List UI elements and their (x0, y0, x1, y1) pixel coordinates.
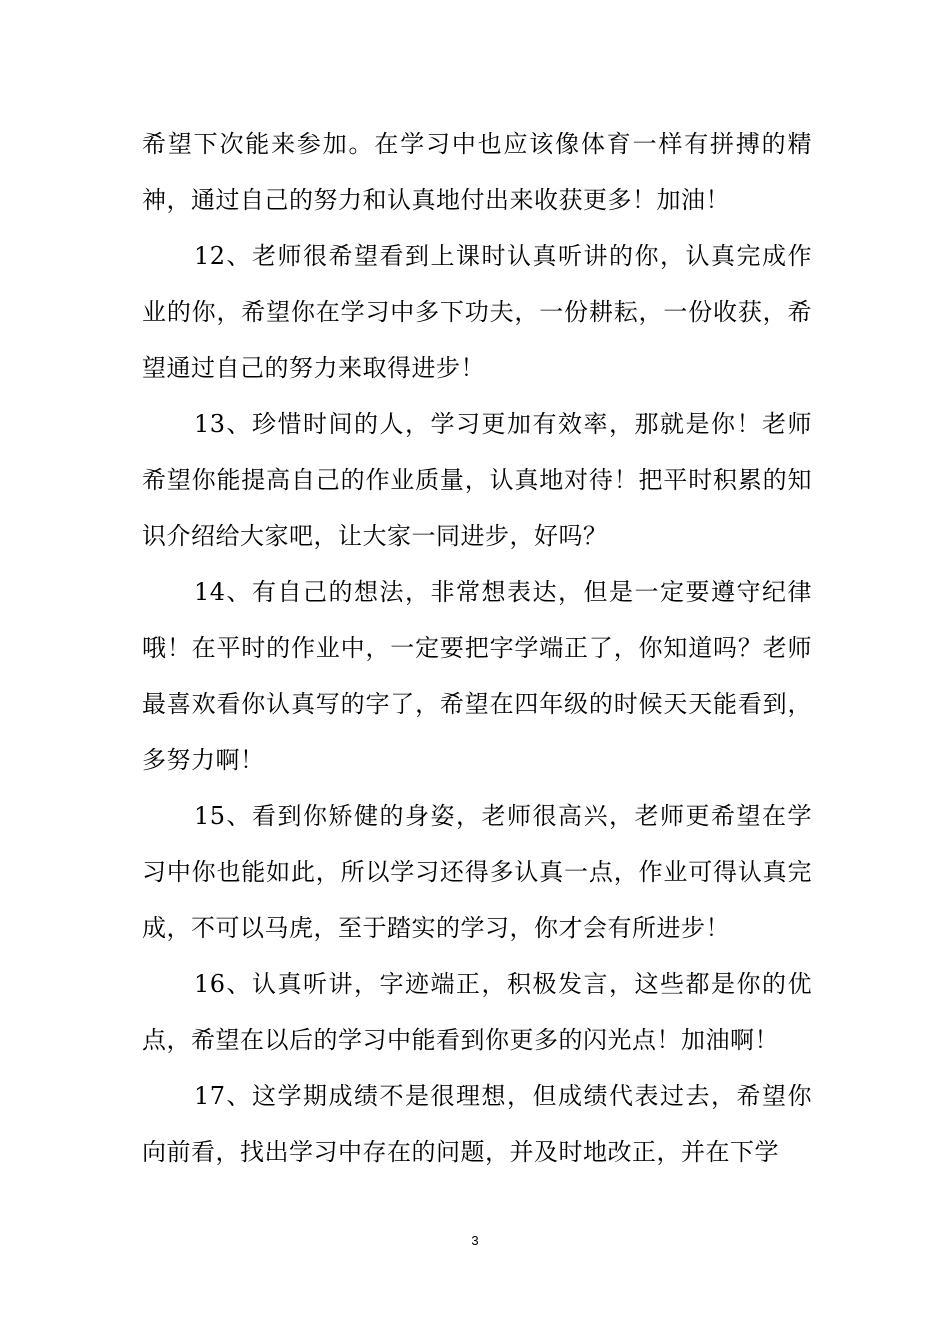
paragraph-continuation: 希望下次能来参加。在学习中也应该像体育一样有拼搏的精神，通过自己的努力和认真地付出来收获更多！加油！ (142, 130, 812, 214)
paragraph-item-12: 12、老师很希望看到上课时认真听讲的你，认真完成作业的你，希望你在学习中多下功夫，一份耕耘，一份收获，希望通过自己的努力来取得进步！ (142, 242, 812, 382)
paragraph-item-17: 17、这学期成绩不是很理想，但成绩代表过去，希望你向前看，找出学习中存在的问题，并及时地改正，并在下学 (142, 1082, 812, 1166)
document-body (142, 116, 812, 1180)
paragraph-item-14: 14、有自己的想法，非常想表达，但是一定要遵守纪律哦！在平时的作业中，一定要把字学端正了，你知道吗？老师最喜欢看你认真写的字了，希望在四年级的时候天天能看到，多努力啊！ (142, 578, 812, 774)
paragraph-item-13: 13、珍惜时间的人，学习更加有效率，那就是你！老师希望你能提高自己的作业质量，认真地对待！把平时积累的知识介绍给大家吧，让大家一同进步，好吗？ (142, 410, 812, 550)
paragraph-item-15: 15、看到你矫健的身姿，老师很高兴，老师更希望在学习中你也能如此，所以学习还得多认真一点，作业可得认真完成，不可以马虎，至于踏实的学习，你才会有所进步！ (142, 802, 812, 942)
page-number: 3 (471, 1233, 479, 1248)
paragraph-item-16: 16、认真听讲，字迹端正，积极发言，这些都是你的优点，希望在以后的学习中能看到你更多的闪光点！加油啊！ (142, 970, 812, 1054)
